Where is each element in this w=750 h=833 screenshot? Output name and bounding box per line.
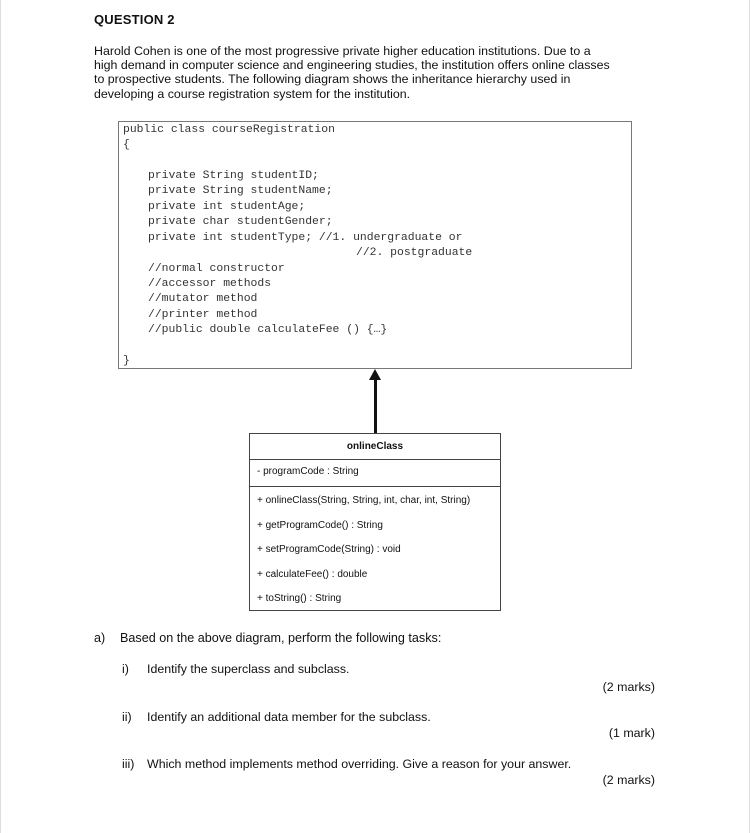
intro-line: Harold Cohen is one of the most progressive private higher education institutions. Due to a bbox=[94, 44, 591, 58]
code-line: private String studentName; bbox=[148, 185, 333, 197]
intro-line: high demand in computer science and engineering studies, the institution offers online classes bbox=[94, 58, 610, 73]
code-line: private int studentAge; bbox=[148, 201, 306, 213]
sub-question-text: Identify the superclass and subclass. bbox=[147, 662, 350, 676]
code-line: //accessor methods bbox=[148, 278, 272, 290]
uml-class-box bbox=[249, 433, 501, 611]
code-line: //normal constructor bbox=[148, 263, 285, 275]
marks-label: (2 marks) bbox=[602, 680, 655, 694]
code-line: private int studentType; //1. undergraduate or bbox=[148, 232, 463, 244]
question-title: QUESTION 2 bbox=[94, 12, 175, 27]
code-line: //2. postgraduate bbox=[356, 247, 473, 259]
uml-method: + calculateFee() : double bbox=[257, 569, 368, 580]
sub-question-text: Which method implements method overriding. Give a reason for your answer. bbox=[147, 757, 572, 771]
question-intro bbox=[94, 44, 662, 101]
code-line: } bbox=[123, 355, 130, 367]
uml-method: + toString() : String bbox=[257, 593, 342, 604]
task-a bbox=[94, 631, 441, 645]
code-block bbox=[118, 121, 632, 369]
code-line: //mutator method bbox=[148, 293, 258, 305]
uml-method: + setProgramCode(String) : void bbox=[257, 544, 401, 555]
intro-line: developing a course registration system for the institution. bbox=[94, 86, 411, 101]
task-text: Based on the above diagram, perform the following tasks: bbox=[120, 631, 442, 645]
uml-attributes bbox=[250, 459, 500, 487]
page-edge-left bbox=[0, 0, 1, 833]
sub-question-label: ii) bbox=[122, 710, 132, 724]
marks-label: (2 marks) bbox=[602, 773, 655, 787]
inheritance-connector bbox=[374, 378, 377, 433]
code-line: //public double calculateFee () {…} bbox=[148, 324, 388, 336]
task-label: a) bbox=[94, 631, 106, 645]
uml-attribute: - programCode : String bbox=[257, 466, 359, 477]
sub-question-3 bbox=[122, 757, 571, 771]
code-line: private String studentID; bbox=[148, 170, 319, 182]
code-line: private char studentGender; bbox=[148, 216, 333, 228]
sub-question-2 bbox=[122, 710, 431, 724]
code-line: public class courseRegistration bbox=[123, 124, 335, 136]
sub-question-text: Identify an additional data member for the subclass. bbox=[147, 710, 431, 724]
intro-line: to prospective students. The following diagram shows the inheritance hierarchy used in bbox=[94, 72, 571, 87]
uml-method: + getProgramCode() : String bbox=[257, 520, 383, 531]
uml-method: + onlineClass(String, String, int, char, int, String) bbox=[257, 495, 471, 506]
uml-class-name: onlineClass bbox=[250, 434, 500, 460]
marks-label: (1 mark) bbox=[608, 726, 655, 740]
sub-question-label: iii) bbox=[122, 757, 135, 771]
sub-question-label: i) bbox=[122, 662, 129, 676]
code-line: { bbox=[123, 139, 130, 151]
sub-question-1 bbox=[122, 662, 350, 676]
code-line: //printer method bbox=[148, 309, 258, 321]
